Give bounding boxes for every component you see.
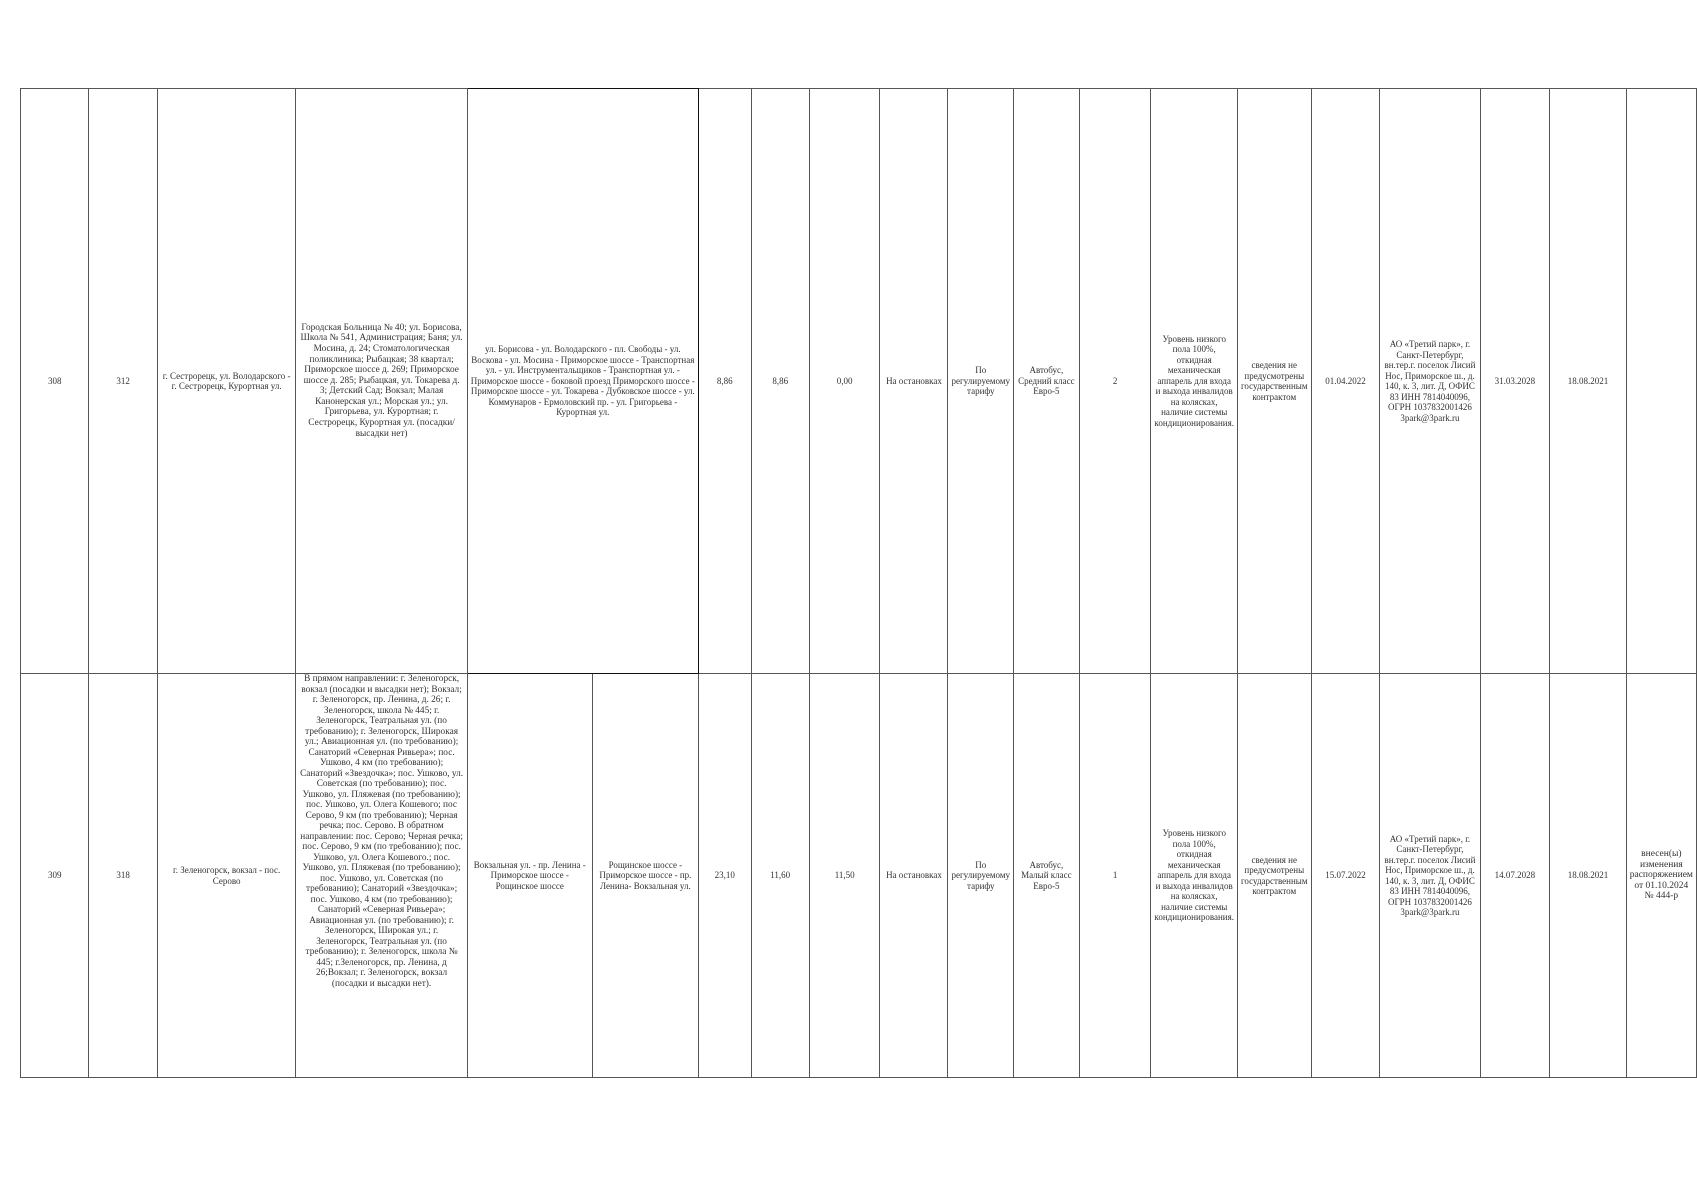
- vehicles-cell: Автобус, Малый класс Евро-5: [1014, 674, 1080, 1078]
- length-total-cell: 23,10: [698, 674, 751, 1078]
- stop-order-cell: На остановках: [880, 674, 948, 1078]
- vehicle-count-cell: 2: [1079, 89, 1151, 674]
- decision-date-cell: 18.08.2021: [1550, 89, 1626, 674]
- end-date-cell: 31.03.2028: [1480, 89, 1550, 674]
- length-forward-cell: 8,86: [751, 89, 809, 674]
- length-backward-cell: 0,00: [809, 89, 880, 674]
- carrier-cell: АО «Третий парк», г. Санкт-Петербург, вн.тер.г. поселок Лисий Нос, Приморское ш., д. 140, к. 3, лит. Д, ОФИС 83 ИНН 7814040096, ОГРН 1037832001426 3park@3park.ru: [1380, 674, 1480, 1078]
- carrier-cell: АО «Третий парк», г. Санкт-Петербург, вн.тер.г. поселок Лисий Нос, Приморское ш., д. 140, к. 3, лит. Д, ОФИС 83 ИНН 7814040096, ОГРН 1037832001426 3park@3park.ru: [1380, 89, 1480, 674]
- stops-cell: Городская Больница № 40; ул. Борисова, Школа № 541, Администрация; Баня; ул. Мосина, д. 24; Стоматологическая поликлиника; Рыбацкая; 38 квартал; Приморское шоссе д. 269; Приморское шоссе д. 285; Рыбацкая, ул. Токарева д. 3; Детский Сад; Вокзал; Малая Канонерская ул.; Морская ул.; ул. Григорьева, ул. Курортная; г. Сестрорецк, Курортная ул. (посадки/высадки нет): [296, 89, 467, 674]
- contract-info-cell: сведения не предусмотрены государственным контрактом: [1237, 89, 1311, 674]
- length-forward-cell: 11,60: [751, 674, 809, 1078]
- route-name-cell: г. Зеленогорск, вокзал - пос. Серово: [157, 674, 296, 1078]
- streets-cell: ул. Борисова - ул. Володарского - пл. Свободы - ул. Воскова - ул. Мосина - Приморское шоссе - Транспортная ул. - ул. Инструментальщиков - Транспортная ул. - Приморское шоссе - боковой проезд Приморского шоссе - Приморское шоссе - ул. Токарева - Дубковское шоссе - ул. Коммунаров - Ермоловский пр. - ул. Григорьева - Курортная ул.: [467, 89, 698, 674]
- tariff-cell: По регулируемому тарифу: [948, 89, 1014, 674]
- registration-number-cell: 308: [21, 89, 89, 674]
- end-date-cell: 14.07.2028: [1480, 674, 1550, 1078]
- stop-order-cell: На остановках: [880, 89, 948, 674]
- table-row: [21, 674, 1697, 1078]
- vehicle-count-cell: 1: [1079, 674, 1151, 1078]
- registration-number-cell: 309: [21, 674, 89, 1078]
- start-date-cell: 01.04.2022: [1311, 89, 1380, 674]
- notes-cell: [1626, 89, 1696, 674]
- tariff-cell: По регулируемому тарифу: [948, 674, 1014, 1078]
- routes-registry-table: [20, 88, 1697, 1078]
- notes-cell: внесен(ы) изменения распоряжением от 01.10.2024 № 444-р: [1626, 674, 1696, 1078]
- characteristics-cell: Уровень низкого пола 100%, откидная механическая аппарель для входа и выхода инвалидов на колясках, наличие системы кондиционирования.: [1151, 89, 1238, 674]
- table-row: [21, 89, 1697, 674]
- decision-date-cell: 18.08.2021: [1550, 674, 1626, 1078]
- route-number-cell: 318: [89, 674, 157, 1078]
- stops-cell: В прямом направлении: г. Зеленогорск, вокзал (посадки и высадки нет); Вокзал; г. Зеленогорск, пр. Ленина, д. 26; г. Зеленогорск, школа № 445; г. Зеленогорск, Театральная ул. (по требованию); г. Зеленогорск, Широкая ул.; Авиационная ул. (по требованию); Санаторий «Северная Ривьера»; пос. Ушково, 4 км (по требованию); Санаторий «Звездочка»; пос. Ушково, ул. Советская (по требованию); пос. Ушково, ул. Пляжевая (по требованию); пос. Ушково, ул. Олега Кошевого; пос Серово, 9 км (по требованию); Черная речка; пос. Серово. В обратном направлении: пос. Серово; Черная речка; пос. Серово, 9 км (по требованию); пос. Ушково, ул. Олега Кошевого.; пос. Ушково, ул. Пляжевая (по требованию); пос. Ушково, ул. Советская (по требованию); Санаторий «Звездочка»; пос. Ушково, 4 км (по требованию); Санаторий «Северная Ривьера»; Авиационная ул. (по требованию); г. Зеленогорск, Широкая ул.; г. Зеленогорск, Театральная ул. (по требованию); г. Зеленогорск, школа № 445; г.Зеленогорск, пр. Ленина, д 26;Вокзал; г. Зеленогорск, вокзал (посадки и высадки нет).: [296, 674, 467, 1078]
- contract-info-cell: сведения не предусмотрены государственным контрактом: [1237, 674, 1311, 1078]
- streets-forward-cell: Вокзальная ул. - пр. Ленина - Приморское шоссе - Рощинское шоссе: [467, 674, 592, 1078]
- length-total-cell: 8,86: [698, 89, 751, 674]
- streets-backward-cell: Рощинское шоссе - Приморское шоссе - пр. Ленина- Вокзальная ул.: [592, 674, 698, 1078]
- route-number-cell: 312: [89, 89, 157, 674]
- length-backward-cell: 11,50: [809, 674, 880, 1078]
- start-date-cell: 15.07.2022: [1311, 674, 1380, 1078]
- route-name-cell: г. Сестрорецк, ул. Володарского - г. Сестрорецк, Курортная ул.: [157, 89, 296, 674]
- vehicles-cell: Автобус, Средний класс Евро-5: [1014, 89, 1080, 674]
- characteristics-cell: Уровень низкого пола 100%, откидная механическая аппарель для входа и выхода инвалидов на колясках, наличие системы кондиционирования.: [1151, 674, 1238, 1078]
